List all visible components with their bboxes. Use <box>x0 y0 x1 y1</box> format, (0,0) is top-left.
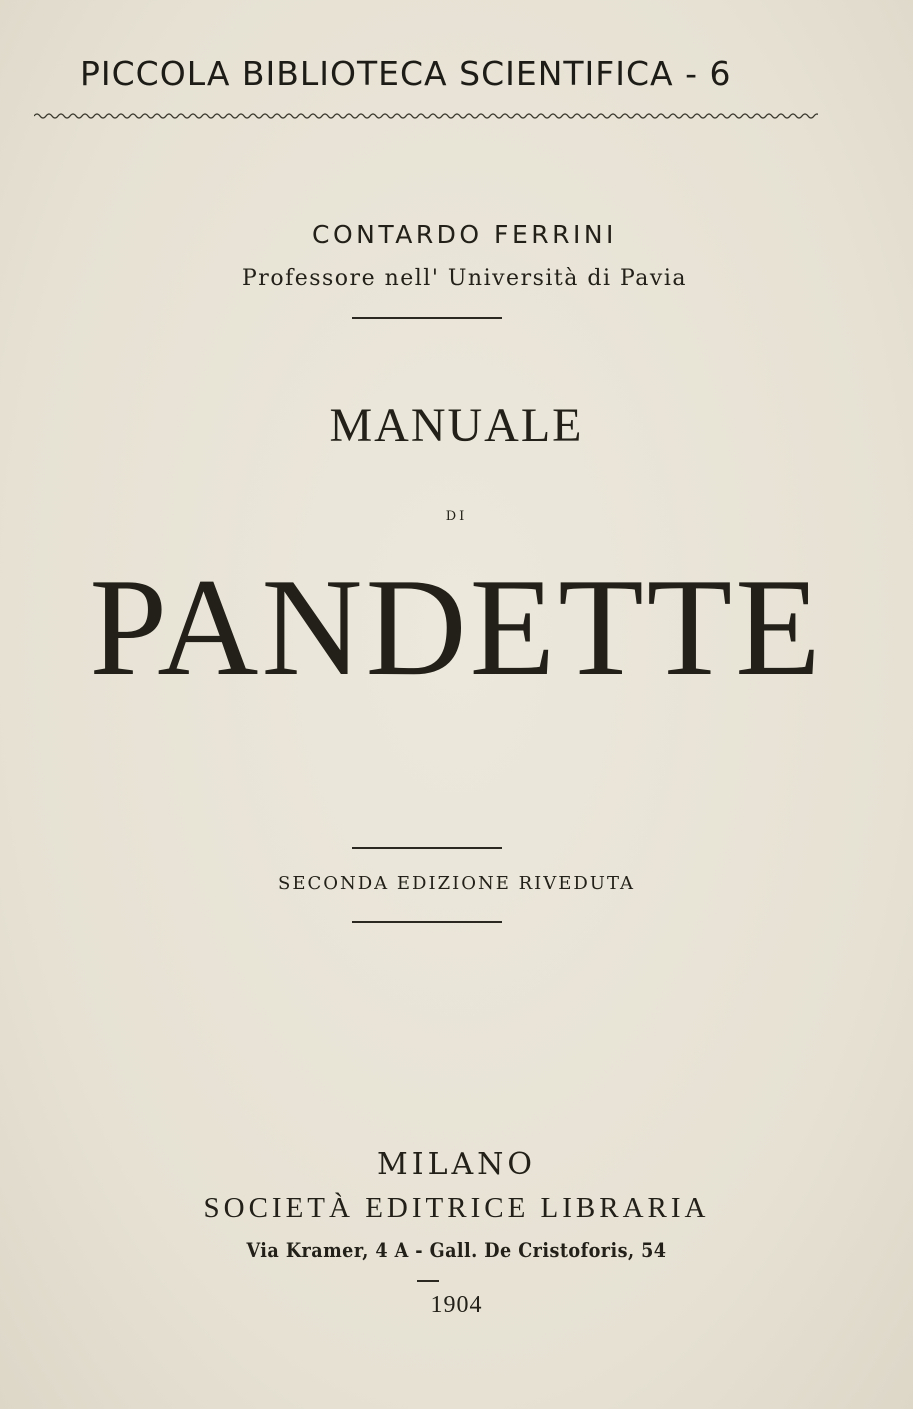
imprint-address: Via Kramer, 4 A - Gall. De Cristoforis, 54 <box>246 1238 667 1262</box>
imprint-publisher: SOCIETÀ EDITRICE LIBRARIA <box>203 1192 710 1224</box>
title-line-1: MANUALE <box>329 399 584 452</box>
divider-rule <box>352 847 502 849</box>
wavy-rule <box>34 110 818 122</box>
imprint-city: MILANO <box>377 1147 536 1182</box>
author-affiliation: Professore nell' Università di Pavia <box>242 266 687 291</box>
divider-rule <box>352 317 502 319</box>
divider-rule <box>417 1280 439 1282</box>
divider-rule <box>352 921 502 923</box>
series-title: PICCOLA BIBLIOTECA SCIENTIFICA - 6 <box>80 54 732 93</box>
author-name: CONTARDO FERRINI <box>312 220 617 249</box>
title-line-2: PANDETTE <box>89 550 824 705</box>
edition-note: SECONDA EDIZIONE RIVEDUTA <box>278 873 635 894</box>
title-connector: DI <box>445 509 468 524</box>
imprint-year: 1904 <box>430 1292 483 1318</box>
